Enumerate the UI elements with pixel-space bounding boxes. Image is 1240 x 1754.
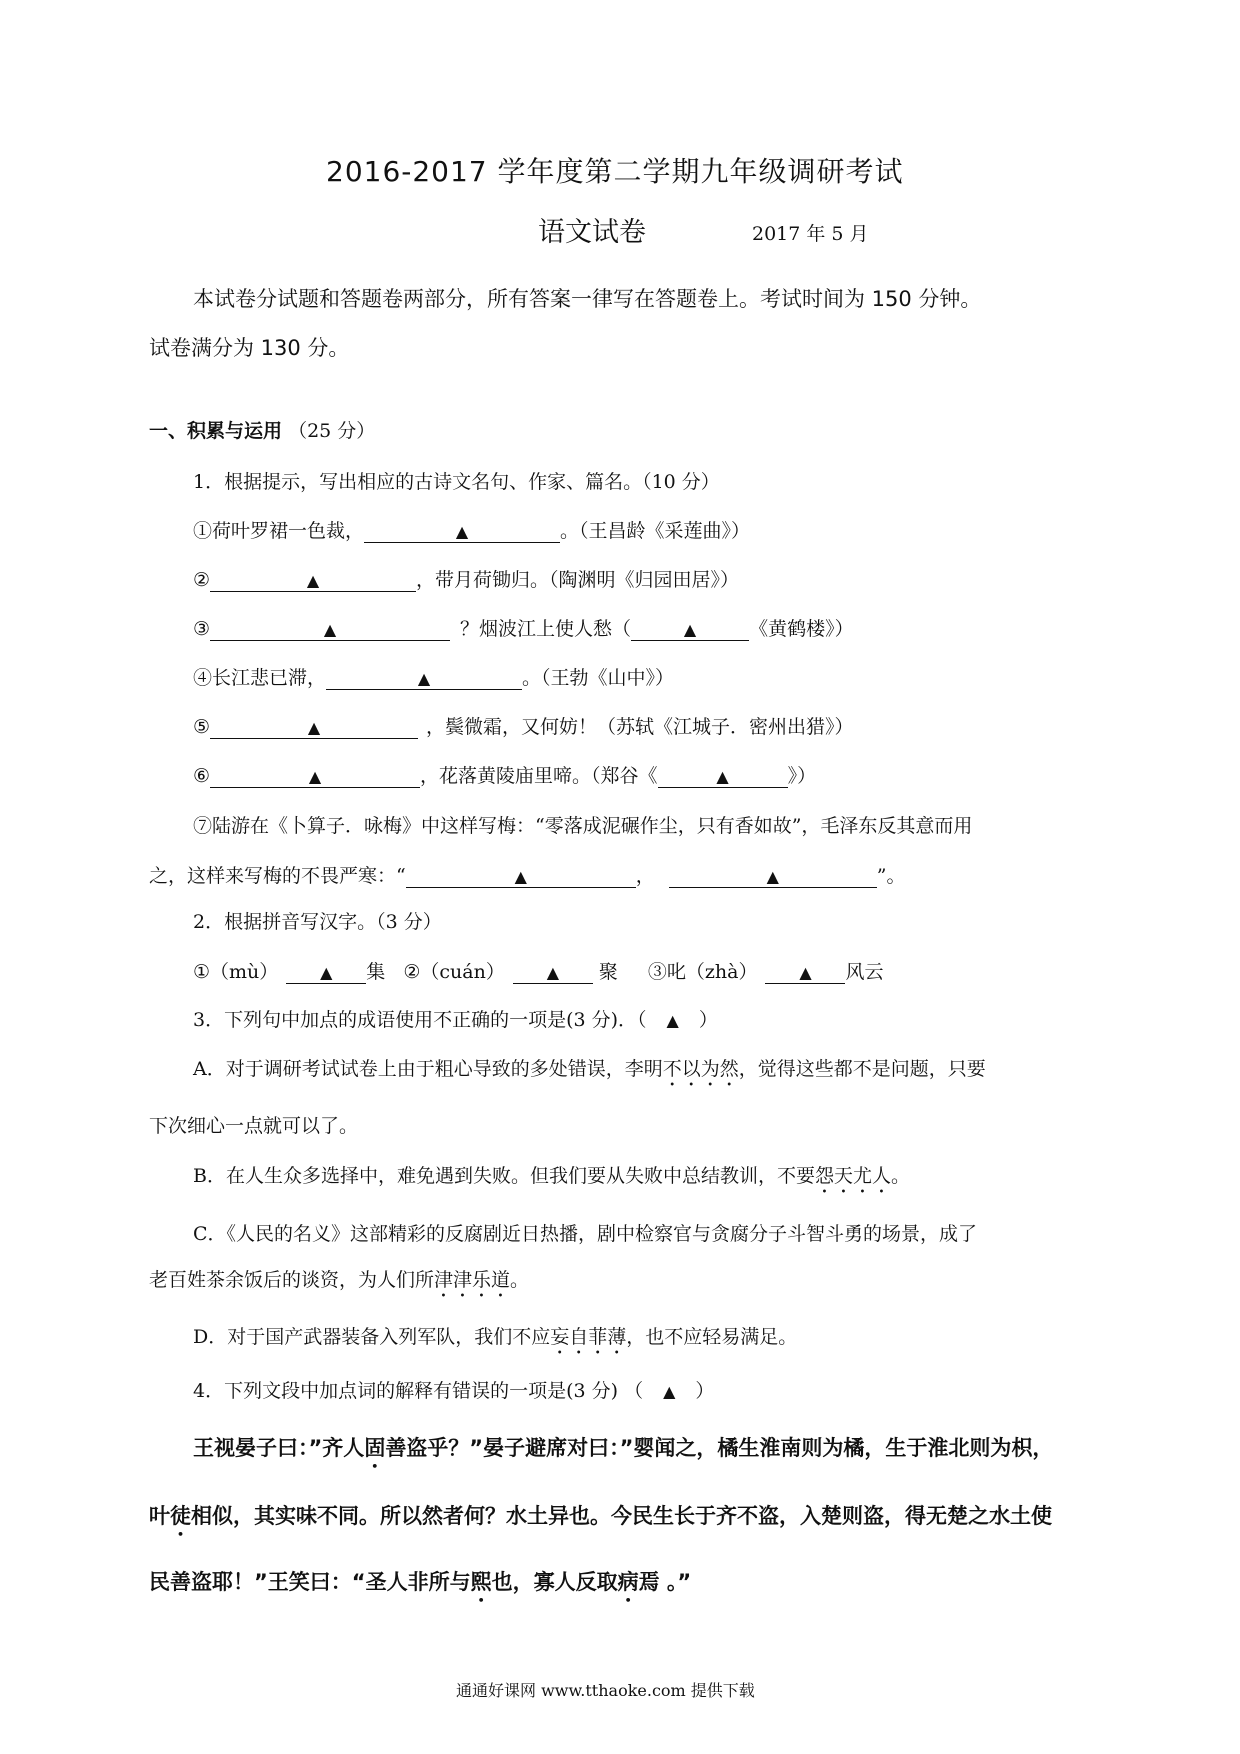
q1-item-3-pre: ③ bbox=[193, 618, 211, 640]
q2-pinyin-3: ③叱（zhà） bbox=[647, 961, 758, 983]
q1-item-3-post: 《黄鹤楼》） bbox=[749, 618, 854, 640]
q3-option-a bbox=[193, 1054, 986, 1091]
q1-stem: 1．根据提示，写出相应的古诗文名句、作家、篇名。（10 分） bbox=[193, 471, 720, 493]
q1-item-2-pre: ② bbox=[193, 569, 211, 591]
q3-a-post: ，觉得这些都不是问题，只要 bbox=[738, 1058, 986, 1080]
q3-a-pre: A．对于调研考试试卷上由于粗心导致的多处错误，李明 bbox=[193, 1058, 663, 1080]
answer-blank[interactable] bbox=[406, 866, 636, 888]
page-footer: 通通好课网 www.tthaoke.com 提供下载 bbox=[456, 1681, 755, 1700]
q3-c-pre: 老百姓茶余饭后的谈资，为人们所 bbox=[149, 1269, 435, 1291]
answer-blank[interactable] bbox=[210, 766, 420, 788]
q3-c-post: 。 bbox=[510, 1269, 530, 1291]
q2-after-1: 集 bbox=[366, 961, 386, 983]
q3-d-idiom: 妄自菲薄 bbox=[550, 1326, 627, 1348]
section-heading bbox=[149, 416, 375, 443]
q1-item-3 bbox=[193, 614, 854, 641]
paper-subtitle: 语文试卷 bbox=[538, 217, 646, 248]
answer-blank[interactable] bbox=[210, 619, 450, 641]
q4-l3-c: 焉 。” bbox=[638, 1570, 692, 1594]
q1-item-4-pre: ④长江悲已滞， bbox=[193, 667, 327, 689]
q1-item-7-post: ”。 bbox=[876, 865, 906, 887]
exam-title: 2016-2017 学年度第二学期九年级调研考试 bbox=[326, 155, 904, 188]
q1-item-5-pre: ⑤ bbox=[193, 716, 211, 738]
q4-l1-b: 善盗乎？”晏子避席对曰：”婴闻之，橘生淮南则为橘，生于淮北则为枳， bbox=[385, 1436, 1054, 1460]
q1-item-7-line-2 bbox=[149, 861, 905, 888]
q1-item-3-mid: ？烟波江上使人愁（ bbox=[460, 618, 632, 640]
q1-item-6-post: 》） bbox=[787, 765, 817, 787]
q3-option-c-line-2 bbox=[149, 1265, 529, 1302]
answer-blank[interactable] bbox=[210, 570, 416, 592]
q4-passage-line-1 bbox=[193, 1432, 1053, 1473]
triangle-icon: ▲ bbox=[716, 767, 729, 786]
q4-passage-line-2 bbox=[149, 1500, 1052, 1541]
q1-item-2-post: ，带月荷锄归。（陶渊明《归园田居》） bbox=[416, 569, 740, 591]
q1-item-1-post: 。（王昌龄《采莲曲》） bbox=[560, 520, 751, 542]
answer-blank[interactable] bbox=[210, 717, 418, 739]
intro-line-2: 试卷满分为 130 分。 bbox=[149, 336, 350, 360]
q2-stem: 2．根据拼音写汉字。（3 分） bbox=[193, 911, 442, 933]
answer-blank[interactable] bbox=[658, 766, 788, 788]
q4-l1-a: 王视晏子曰：”齐人 bbox=[193, 1436, 365, 1460]
answer-blank[interactable] bbox=[669, 866, 877, 888]
q4-l2-a: 叶 bbox=[149, 1504, 170, 1528]
q1-item-6-mid: ，花落黄陵庙里啼。（郑谷《 bbox=[420, 765, 658, 787]
q3-option-d bbox=[193, 1322, 797, 1359]
q2-pinyin-1: ①（mù） bbox=[193, 961, 279, 983]
answer-blank[interactable] bbox=[513, 962, 593, 984]
q4-l3-dot2: 病 bbox=[617, 1570, 639, 1594]
triangle-icon: ▲ bbox=[799, 963, 812, 982]
triangle-icon: ▲ bbox=[455, 522, 469, 541]
q1-item-7-pre: 之，这样来写梅的不畏严寒：“ bbox=[149, 865, 406, 887]
answer-blank[interactable] bbox=[326, 668, 522, 690]
q3-c-idiom: 津津乐道 bbox=[434, 1269, 511, 1291]
q1-item-5 bbox=[193, 712, 854, 739]
q2-pinyin-2: ②（cuán） bbox=[403, 961, 505, 983]
q4-stem-text: 4．下列文段中加点词的解释有错误的一项是(3 分) （ bbox=[193, 1380, 644, 1402]
q3-b-post: 。 bbox=[890, 1165, 910, 1187]
q1-item-7-line-1: ⑦陆游在《卜算子．咏梅》中这样写梅：“零落成泥碾作尘，只有香如故”，毛泽东反其意而用 bbox=[193, 815, 973, 837]
q1-item-4 bbox=[193, 663, 674, 690]
q3-b-pre: B．在人生众多选择中，难免遇到失败。但我们要从失败中总结教训，不要 bbox=[193, 1165, 815, 1187]
q2-items bbox=[193, 957, 884, 984]
q3-d-post: ，也不应轻易满足。 bbox=[626, 1326, 798, 1348]
q4-stem-end: ） bbox=[695, 1380, 715, 1402]
triangle-icon: ▲ bbox=[683, 620, 697, 639]
answer-blank[interactable] bbox=[286, 962, 366, 984]
triangle-icon: ▲ bbox=[320, 963, 333, 982]
q1-item-4-post: 。（王勃《山中》） bbox=[522, 667, 675, 689]
section-title: 一、积累与运用 bbox=[149, 420, 283, 442]
q4-l2-b: 相似，其实味不同。所以然者何？水土异也。今民生长于齐不盗，入楚则盗，得无楚之水土使 bbox=[191, 1504, 1052, 1528]
q2-after-3: 风云 bbox=[845, 961, 884, 983]
section-score: （25 分） bbox=[288, 420, 376, 442]
q1-item-2 bbox=[193, 565, 739, 592]
triangle-icon: ▲ bbox=[307, 718, 321, 737]
q3-option-a-line-2: 下次细心一点就可以了。 bbox=[149, 1115, 359, 1137]
triangle-icon: ▲ bbox=[546, 963, 559, 982]
q4-l1-dot: 固 bbox=[364, 1436, 386, 1460]
q1-item-7-mid: ， bbox=[635, 865, 655, 887]
answer-blank[interactable] bbox=[631, 619, 749, 641]
triangle-icon: ▲ bbox=[306, 571, 320, 590]
q3-b-idiom: 怨天尤人 bbox=[814, 1165, 891, 1187]
q3-option-b bbox=[193, 1161, 910, 1198]
q3-stem-text: 3．下列句中加点的成语使用不正确的一项是(3 分)．（ bbox=[193, 1009, 647, 1031]
q3-stem-end: ） bbox=[698, 1009, 718, 1031]
triangle-icon: ▲ bbox=[766, 867, 779, 886]
q4-l3-a: 民善盗耶！”王笑曰：“圣人非所与 bbox=[149, 1570, 471, 1594]
q4-stem bbox=[193, 1376, 714, 1403]
q1-item-6-pre: ⑥ bbox=[193, 765, 211, 787]
q1-item-1-pre: ①荷叶罗裙一色裁， bbox=[193, 520, 365, 542]
q4-l3-dot: 熙 bbox=[470, 1570, 492, 1594]
q1-item-5-post: ，鬓微霜，又何妨！（苏轼《江城子．密州出猎》） bbox=[426, 716, 854, 738]
q3-d-pre: D．对于国产武器装备入列军队，我们不应 bbox=[193, 1326, 551, 1348]
triangle-icon[interactable]: ▲ bbox=[663, 1382, 676, 1401]
q3-option-c-line-1: C．《人民的名义》这部精彩的反腐剧近日热播，剧中检察官与贪腐分子斗智斗勇的场景，成了 bbox=[193, 1223, 978, 1245]
triangle-icon: ▲ bbox=[417, 669, 431, 688]
triangle-icon[interactable]: ▲ bbox=[666, 1011, 679, 1030]
q4-l2-dot: 徒 bbox=[170, 1504, 191, 1528]
q3-a-idiom: 不以为然 bbox=[662, 1058, 739, 1080]
q2-after-2: 聚 bbox=[598, 961, 618, 983]
q4-l3-b: 也，寡人反取 bbox=[491, 1570, 618, 1594]
q3-stem bbox=[193, 1005, 718, 1032]
triangle-icon: ▲ bbox=[308, 767, 322, 786]
q4-passage-line-3 bbox=[149, 1566, 691, 1607]
q1-item-6 bbox=[193, 761, 816, 788]
answer-blank[interactable] bbox=[765, 962, 845, 984]
answer-blank[interactable] bbox=[364, 521, 560, 543]
triangle-icon: ▲ bbox=[323, 620, 337, 639]
triangle-icon: ▲ bbox=[514, 867, 527, 886]
intro-line-1: 本试卷分试题和答题卷两部分，所有答案一律写在答题卷上。考试时间为 150 分钟。 bbox=[193, 287, 982, 311]
q1-item-1 bbox=[193, 516, 750, 543]
exam-date: 2017 年 5 月 bbox=[752, 223, 869, 245]
